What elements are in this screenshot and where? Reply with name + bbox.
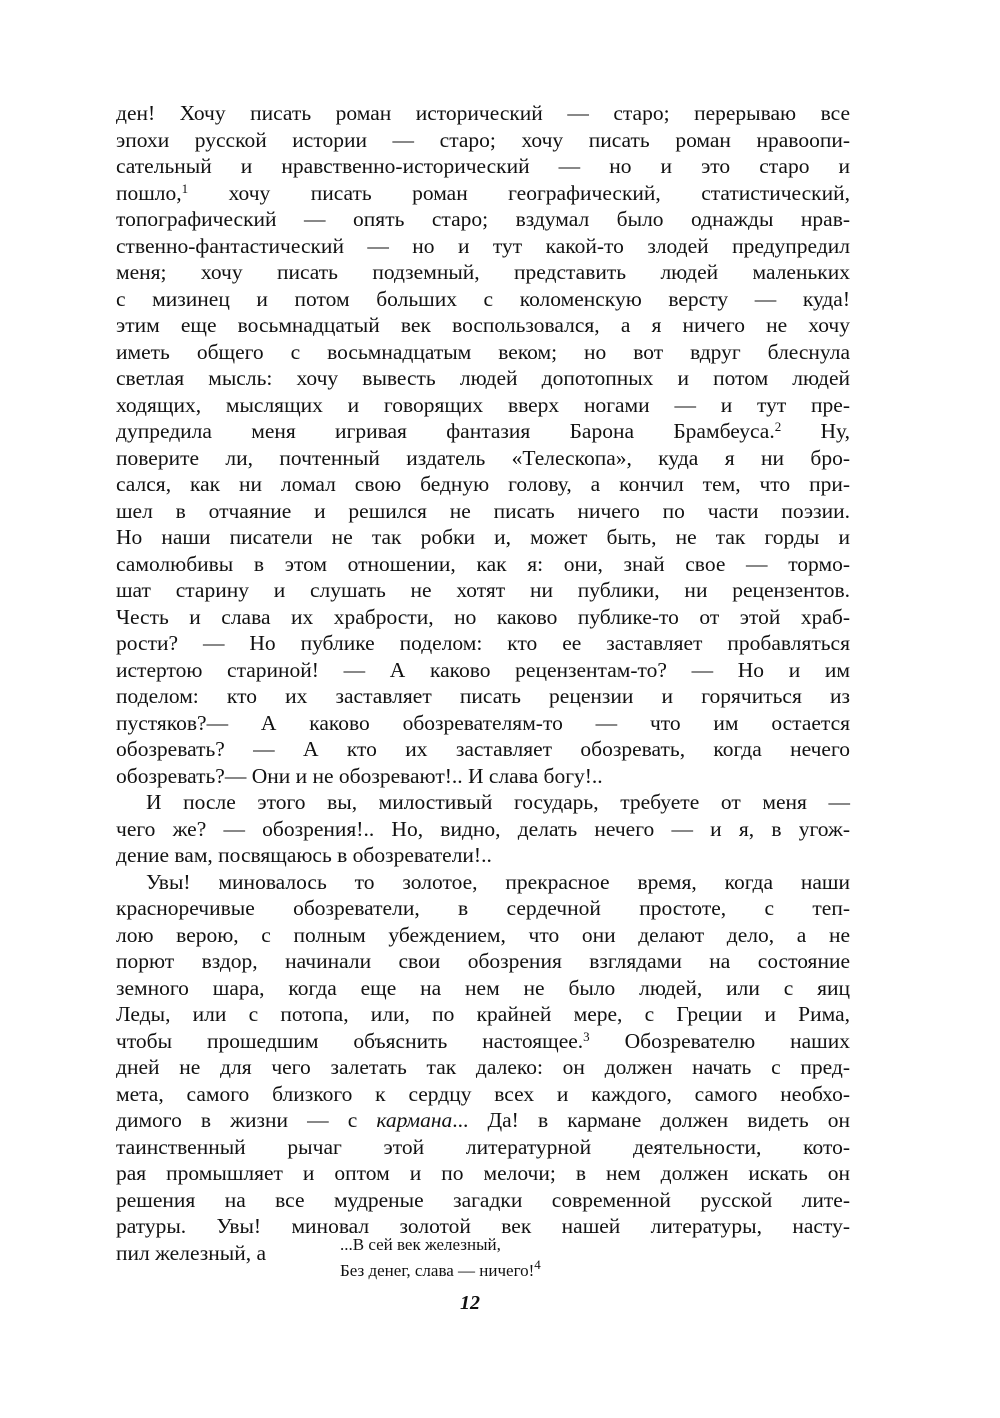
text-line [116, 153, 850, 180]
text-segment: лою верою, с полным убеждением, что они делают дело, а не [116, 922, 850, 947]
text-line [116, 1187, 850, 1214]
text-segment: этим еще восьмнадцатый век воспользовался, а я ничего не хочу [116, 313, 850, 337]
italic-text: кармана [376, 1108, 453, 1132]
text-line [116, 1134, 850, 1161]
epigraph-line-text: Без денег, слава — ничего! [340, 1261, 535, 1280]
text-line [116, 1054, 850, 1081]
text-line [116, 948, 850, 975]
text-line [116, 180, 850, 207]
text-line [116, 365, 850, 392]
footnote-marker: 1 [181, 180, 189, 196]
text-line [116, 1001, 850, 1028]
text-segment: истертою стариной! — А каково рецензентам-то? — Но и им [116, 657, 850, 682]
text-line [116, 710, 850, 737]
text-segment: рая промышляет и оптом и по мелочи; в нем должен искать он [116, 1161, 850, 1185]
text-line [116, 683, 850, 710]
text-segment: димого в жизни — с [116, 1108, 377, 1132]
text-segment: ратуры. Увы! миновал золотой век нашей литературы, насту- [116, 1214, 850, 1238]
text-line [116, 1081, 850, 1108]
text-line [116, 763, 850, 790]
text-line [116, 1160, 850, 1187]
text-segment: пошло, [116, 180, 182, 205]
text-segment: И после этого вы, милостивый государь, требуете от меня — [146, 790, 850, 814]
text-segment: ходящих, мыслящих и говорящих вверх ногами — и тут пре- [116, 392, 850, 417]
body-text [116, 100, 850, 1266]
text-line [116, 498, 850, 525]
text-line [116, 127, 850, 154]
text-line [116, 286, 850, 313]
text-segment: топографический — опять старо; вздумал было однажды нрав- [116, 207, 850, 231]
epigraph-line: ...В сей век железный, [340, 1235, 501, 1254]
text-segment: Честь и слава их храбрости, но каково публике-то от этой храб- [116, 604, 850, 629]
text-segment: красноречивые обозреватели, в сердечной простоте, с теп- [116, 896, 850, 920]
text-segment: иметь общего с восьмнадцатым веком; но вот вдруг блеснула [116, 339, 850, 364]
text-line [116, 1107, 850, 1134]
text-segment: ственно-фантастический — но и тут какой-то злодей предупредил [116, 233, 850, 258]
text-segment: сался, как ни ломал свою бедную голову, а кончил тем, что при- [116, 472, 850, 496]
text-segment: порют вздор, начинали свои обозрения взглядами на состояние [116, 949, 850, 973]
text-segment: ден! Хочу писать роман исторический — старо; перерываю все [116, 101, 850, 125]
text-line [116, 657, 850, 684]
text-segment: Но наши писатели не так робки и, может быть, не так горды и [116, 525, 850, 549]
text-segment: рости? — Но публике поделом: кто ее заставляет пробавляться [116, 631, 850, 655]
text-line [116, 895, 850, 922]
text-line [116, 736, 850, 763]
text-line [116, 100, 850, 127]
text-line [116, 418, 850, 445]
text-segment: пустяков?— А каково обозревателям-то — что им остается [116, 710, 850, 735]
text-line [116, 551, 850, 578]
text-segment: меня; хочу писать подземный, представить людей маленьких [116, 260, 850, 284]
text-segment: поверите ли, почтенный издатель «Телескопа», куда я ни бро- [116, 445, 850, 470]
text-line [116, 339, 850, 366]
text-segment: решения на все мудреные загадки современной русской лите- [116, 1187, 850, 1212]
epigraph [340, 1232, 541, 1284]
footnote-marker: 4 [534, 1257, 541, 1272]
text-segment: чтобы прошедшим объяснить настоящее. [116, 1028, 584, 1053]
text-segment: ... Да! в кармане должен видеть он [452, 1108, 850, 1132]
text-segment: чего же? — обозрения!.. Но, видно, делать нечего — и я, в угож- [116, 816, 850, 841]
text-segment: шат старину и слушать не хотят ни публики, ни рецензентов. [116, 578, 850, 602]
footnote-marker: 2 [774, 419, 782, 434]
text-line [116, 816, 850, 843]
page-number: 12 [460, 1292, 480, 1314]
text-segment: эпохи русской истории — старо; хочу писать роман нравоопи- [116, 127, 850, 152]
text-line [116, 206, 850, 233]
text-line [116, 259, 850, 286]
text-line [116, 975, 850, 1002]
text-line [116, 471, 850, 498]
text-segment: земного шара, когда еще на нем не было людей, или с яиц [116, 975, 850, 1000]
text-segment: шел в отчаяние и решился не писать ничего по части поэзии. [116, 498, 850, 523]
text-segment: дение вам, посвящаюсь в обозреватели!.. [116, 843, 492, 867]
text-line [116, 577, 850, 604]
text-segment: поделом: кто их заставляет писать рецензии и горячиться из [116, 684, 850, 708]
text-line [116, 233, 850, 260]
text-segment: обозревать? — А кто их заставляет обозревать, когда нечего [116, 737, 850, 761]
text-segment: Обозревателю наших [589, 1028, 850, 1053]
text-segment: сательный и нравственно-исторический — но и это старо и [116, 154, 850, 178]
text-line [116, 524, 850, 551]
text-segment: самолюбивы в этом отношении, как я: они, знай свое — тормо- [116, 551, 850, 576]
text-line [116, 842, 850, 869]
text-line [116, 312, 850, 339]
text-segment: мета, самого близкого к сердцу всех и каждого, самого необхо- [116, 1081, 850, 1106]
text-line [116, 789, 850, 816]
text-segment: Ну, [781, 419, 850, 443]
text-segment: дней не для чего залетать так далеко: он должен начать с пред- [116, 1055, 850, 1079]
text-line [116, 604, 850, 631]
text-segment: Увы! миновалось то золотое, прекрасное время, когда наши [146, 869, 850, 894]
epigraph-line [340, 1258, 541, 1284]
text-segment: таинственный рычаг этой литературной деятельности, кото- [116, 1134, 850, 1159]
text-segment: дупредила меня игривая фантазия Барона Брамбеуса. [116, 419, 775, 443]
text-segment: с мизинец и потом больших с коломенскую версту — куда! [116, 286, 850, 311]
text-line [116, 869, 850, 896]
text-segment: светлая мысль: хочу вывесть людей допотопных и потом людей [116, 366, 850, 390]
text-line [116, 630, 850, 657]
text-segment: обозревать?— Они и не обозревают!.. И слава богу!.. [116, 763, 603, 788]
text-segment: Леды, или с потопа, или, по крайней мере, с Греции и Рима, [116, 1002, 850, 1026]
text-line [116, 922, 850, 949]
text-line [116, 445, 850, 472]
text-segment: хочу писать роман географический, статистический, [188, 180, 850, 205]
footnote-marker: 3 [583, 1028, 590, 1044]
text-line [116, 392, 850, 419]
text-segment: пил железный, а [116, 1240, 267, 1265]
text-line [116, 1028, 850, 1055]
